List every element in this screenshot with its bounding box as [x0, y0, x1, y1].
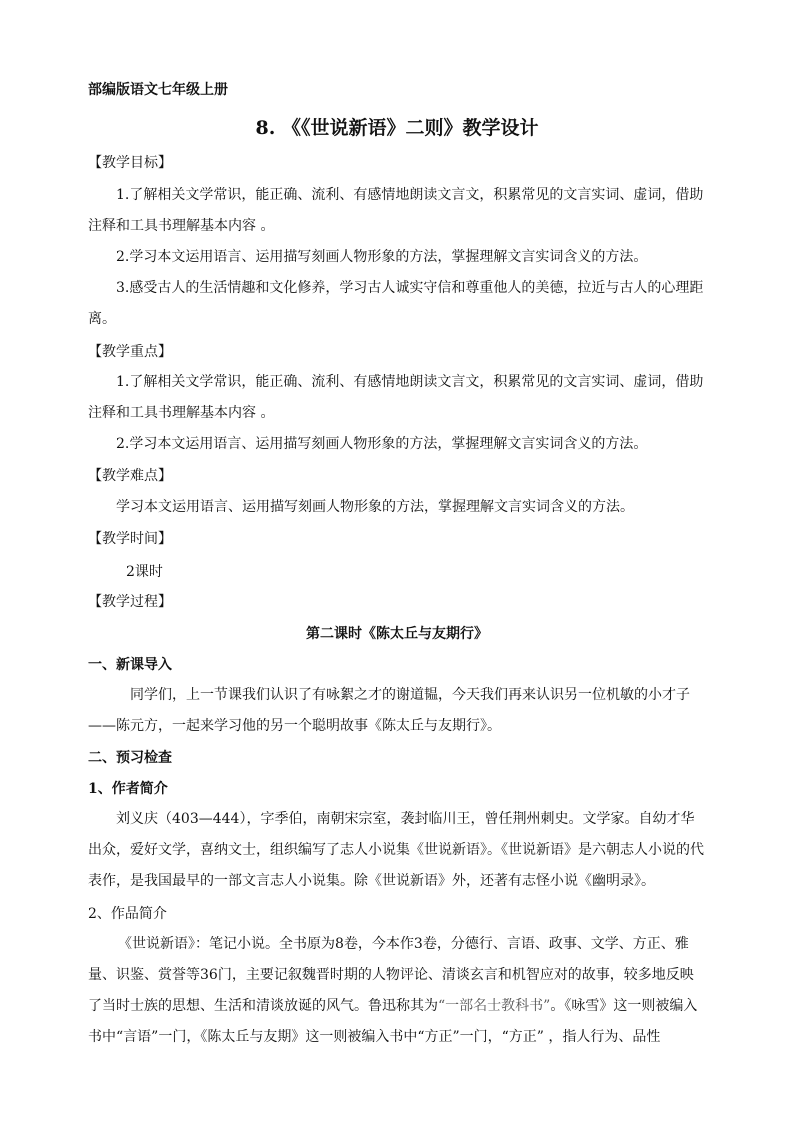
work-text [88, 929, 706, 1053]
work-text-before: 《世说新语》：笔记小说。全书原为8卷，今本作3卷，分德行、言语、政事、文学、方正、雅量、识鉴、赏誉等36门，主要记叙魏晋时期的人物评论、清谈玄言和机智应对的故事，较多地反映了当时士族的思想、生活和清谈放诞的风气。鲁迅称其为 [88, 936, 694, 1014]
keypoint-item-2: 2.学习本文运用语言、运用描写刻画人物形象的方法，掌握理解文言实词含义的方法。 [116, 436, 648, 452]
goal-item-2: 2.学习本文运用语言、运用描写刻画人物形象的方法，掌握理解文言实词含义的方法。 [116, 249, 648, 265]
author-heading: 1、作者简介 [88, 781, 168, 797]
section-2-heading: 二、预习检查 [88, 750, 172, 766]
section-1-heading: 一、新课导入 [88, 657, 172, 673]
process-heading: 【教学过程】 [88, 594, 172, 610]
goals-heading: 【教学目标】 [88, 155, 172, 171]
time-heading: 【教学时间】 [88, 531, 172, 547]
lesson-title: 第二课时《陈太丘与友期行》 [306, 626, 488, 642]
keypoints-heading: 【教学重点】 [88, 344, 172, 360]
difficulty-text: 学习本文运用语言、运用描写刻画人物形象的方法，掌握理解文言实词含义的方法。 [116, 499, 634, 515]
work-text-after: 。《咏雪》这一则被编入书中“言语”一门，《陈太丘与友期》这一则被编入书中“方正”一门，“方正” ，指人行为、品性 [88, 998, 698, 1045]
document-subtitle: 部编版语文七年级上册 [88, 82, 228, 98]
author-text: 刘义庆（403—444），字季伯，南朝宋宗室，袭封临川王，曾任荆州刺史。文学家。自幼才华出众，爱好文学，喜纳文士，组织编写了志人小说集《世说新语》。《世说新语》是六朝志人小说的代表作，是我国最早的一部文言志人小说集。除《世说新语》外，还著有志怪小说《幽明录》。 [88, 811, 704, 889]
work-heading: 2、作品简介 [88, 906, 167, 922]
work-quote: “一部名士教科书” [438, 998, 551, 1014]
section-1-text: 同学们，上一节课我们认识了有咏絮之才的谢道韫，今天我们再来认识另一位机敏的小才子——陈元方，一起来学习他的另一个聪明故事《陈太丘与友期行》。 [88, 687, 690, 734]
goal-item-3: 3.感受古人的生活情趣和文化修养，学习古人诚实守信和尊重他人的美德，拉近与古人的心理距离。 [88, 280, 704, 327]
keypoint-item-1: 1.了解相关文学常识，能正确、流利、有感情地朗读文言文，积累常见的文言实词、虚词，借助注释和工具书理解基本内容 。 [88, 374, 704, 421]
difficulty-heading: 【教学难点】 [88, 468, 172, 484]
document-title: 8. 《《世说新语》二则》教学设计 [255, 117, 539, 139]
time-text: 2课时 [126, 564, 163, 580]
goal-item-1: 1.了解相关文学常识，能正确、流利、有感情地朗读文言文，积累常见的文言实词、虚词，借助注释和工具书理解基本内容 。 [88, 187, 704, 234]
